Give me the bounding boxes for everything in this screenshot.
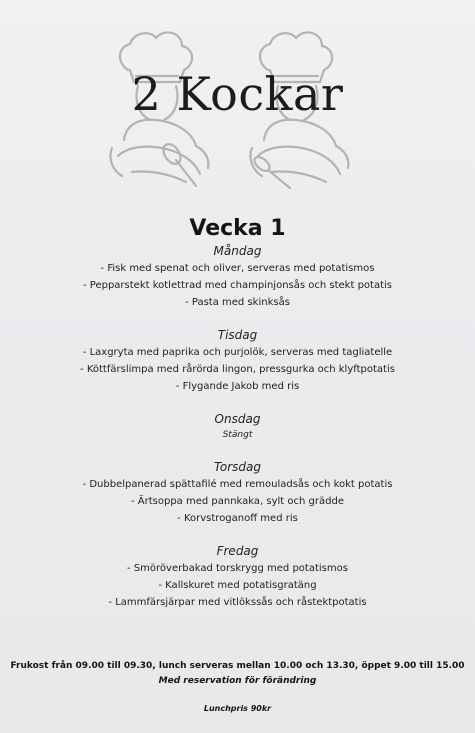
menu-item: - Fisk med spenat och oliver, serveras med potatismos: [100, 263, 375, 274]
menu-item: - Ärtsoppa med pannkaka, sylt och grädde: [131, 496, 344, 507]
day-name: Måndag: [213, 244, 262, 258]
opening-hours: Frukost från 09.00 till 09.30, lunch serveras mellan 10.00 och 13.30, öppet 9.00 till 15.00: [10, 661, 465, 671]
day-monday: [0, 243, 475, 311]
day-tuesday: [0, 327, 475, 395]
weekly-menu: [0, 215, 475, 611]
menu-item: - Lammfärsjärpar med vitlökssås och råstektpotatis: [108, 597, 367, 608]
day-friday: [0, 543, 475, 611]
menu-footer: [0, 659, 475, 716]
menu-item: - Köttfärslimpa med rårörda lingon, pressgurka och klyftpotatis: [80, 364, 395, 375]
day-thursday: [0, 459, 475, 527]
day-name: Tisdag: [217, 328, 258, 342]
week-title: Vecka 1: [189, 216, 286, 241]
menu-item: - Pepparstekt kotlettrad med champinjonsås och stekt potatis: [82, 280, 392, 291]
restaurant-name: 2 Kockar: [131, 67, 344, 121]
day-name: Torsdag: [214, 460, 261, 474]
menu-item: - Smöröverbakad torskrygg med potatismos: [127, 563, 348, 574]
menu-item: - Flygande Jakob med ris: [175, 381, 300, 392]
menu-item: - Laxgryta med paprika och purjolök, serveras med tagliatelle: [82, 347, 393, 358]
menu-item: - Kallskuret med potatisgratäng: [158, 580, 317, 591]
menu-item: - Korvstroganoff med ris: [177, 513, 298, 524]
day-name: Onsdag: [214, 412, 261, 426]
closed-note: Stängt: [222, 430, 253, 440]
menu-item: - Dubbelpanerad spättafilé med remouladsås och kokt potatis: [82, 479, 393, 490]
menu-item: - Pasta med skinksås: [185, 297, 290, 308]
day-name: Fredag: [216, 544, 259, 558]
reservation-note: Med reservation för förändring: [158, 676, 317, 686]
lunch-price: Lunchpris 90kr: [203, 704, 272, 713]
day-wednesday: [0, 411, 475, 443]
